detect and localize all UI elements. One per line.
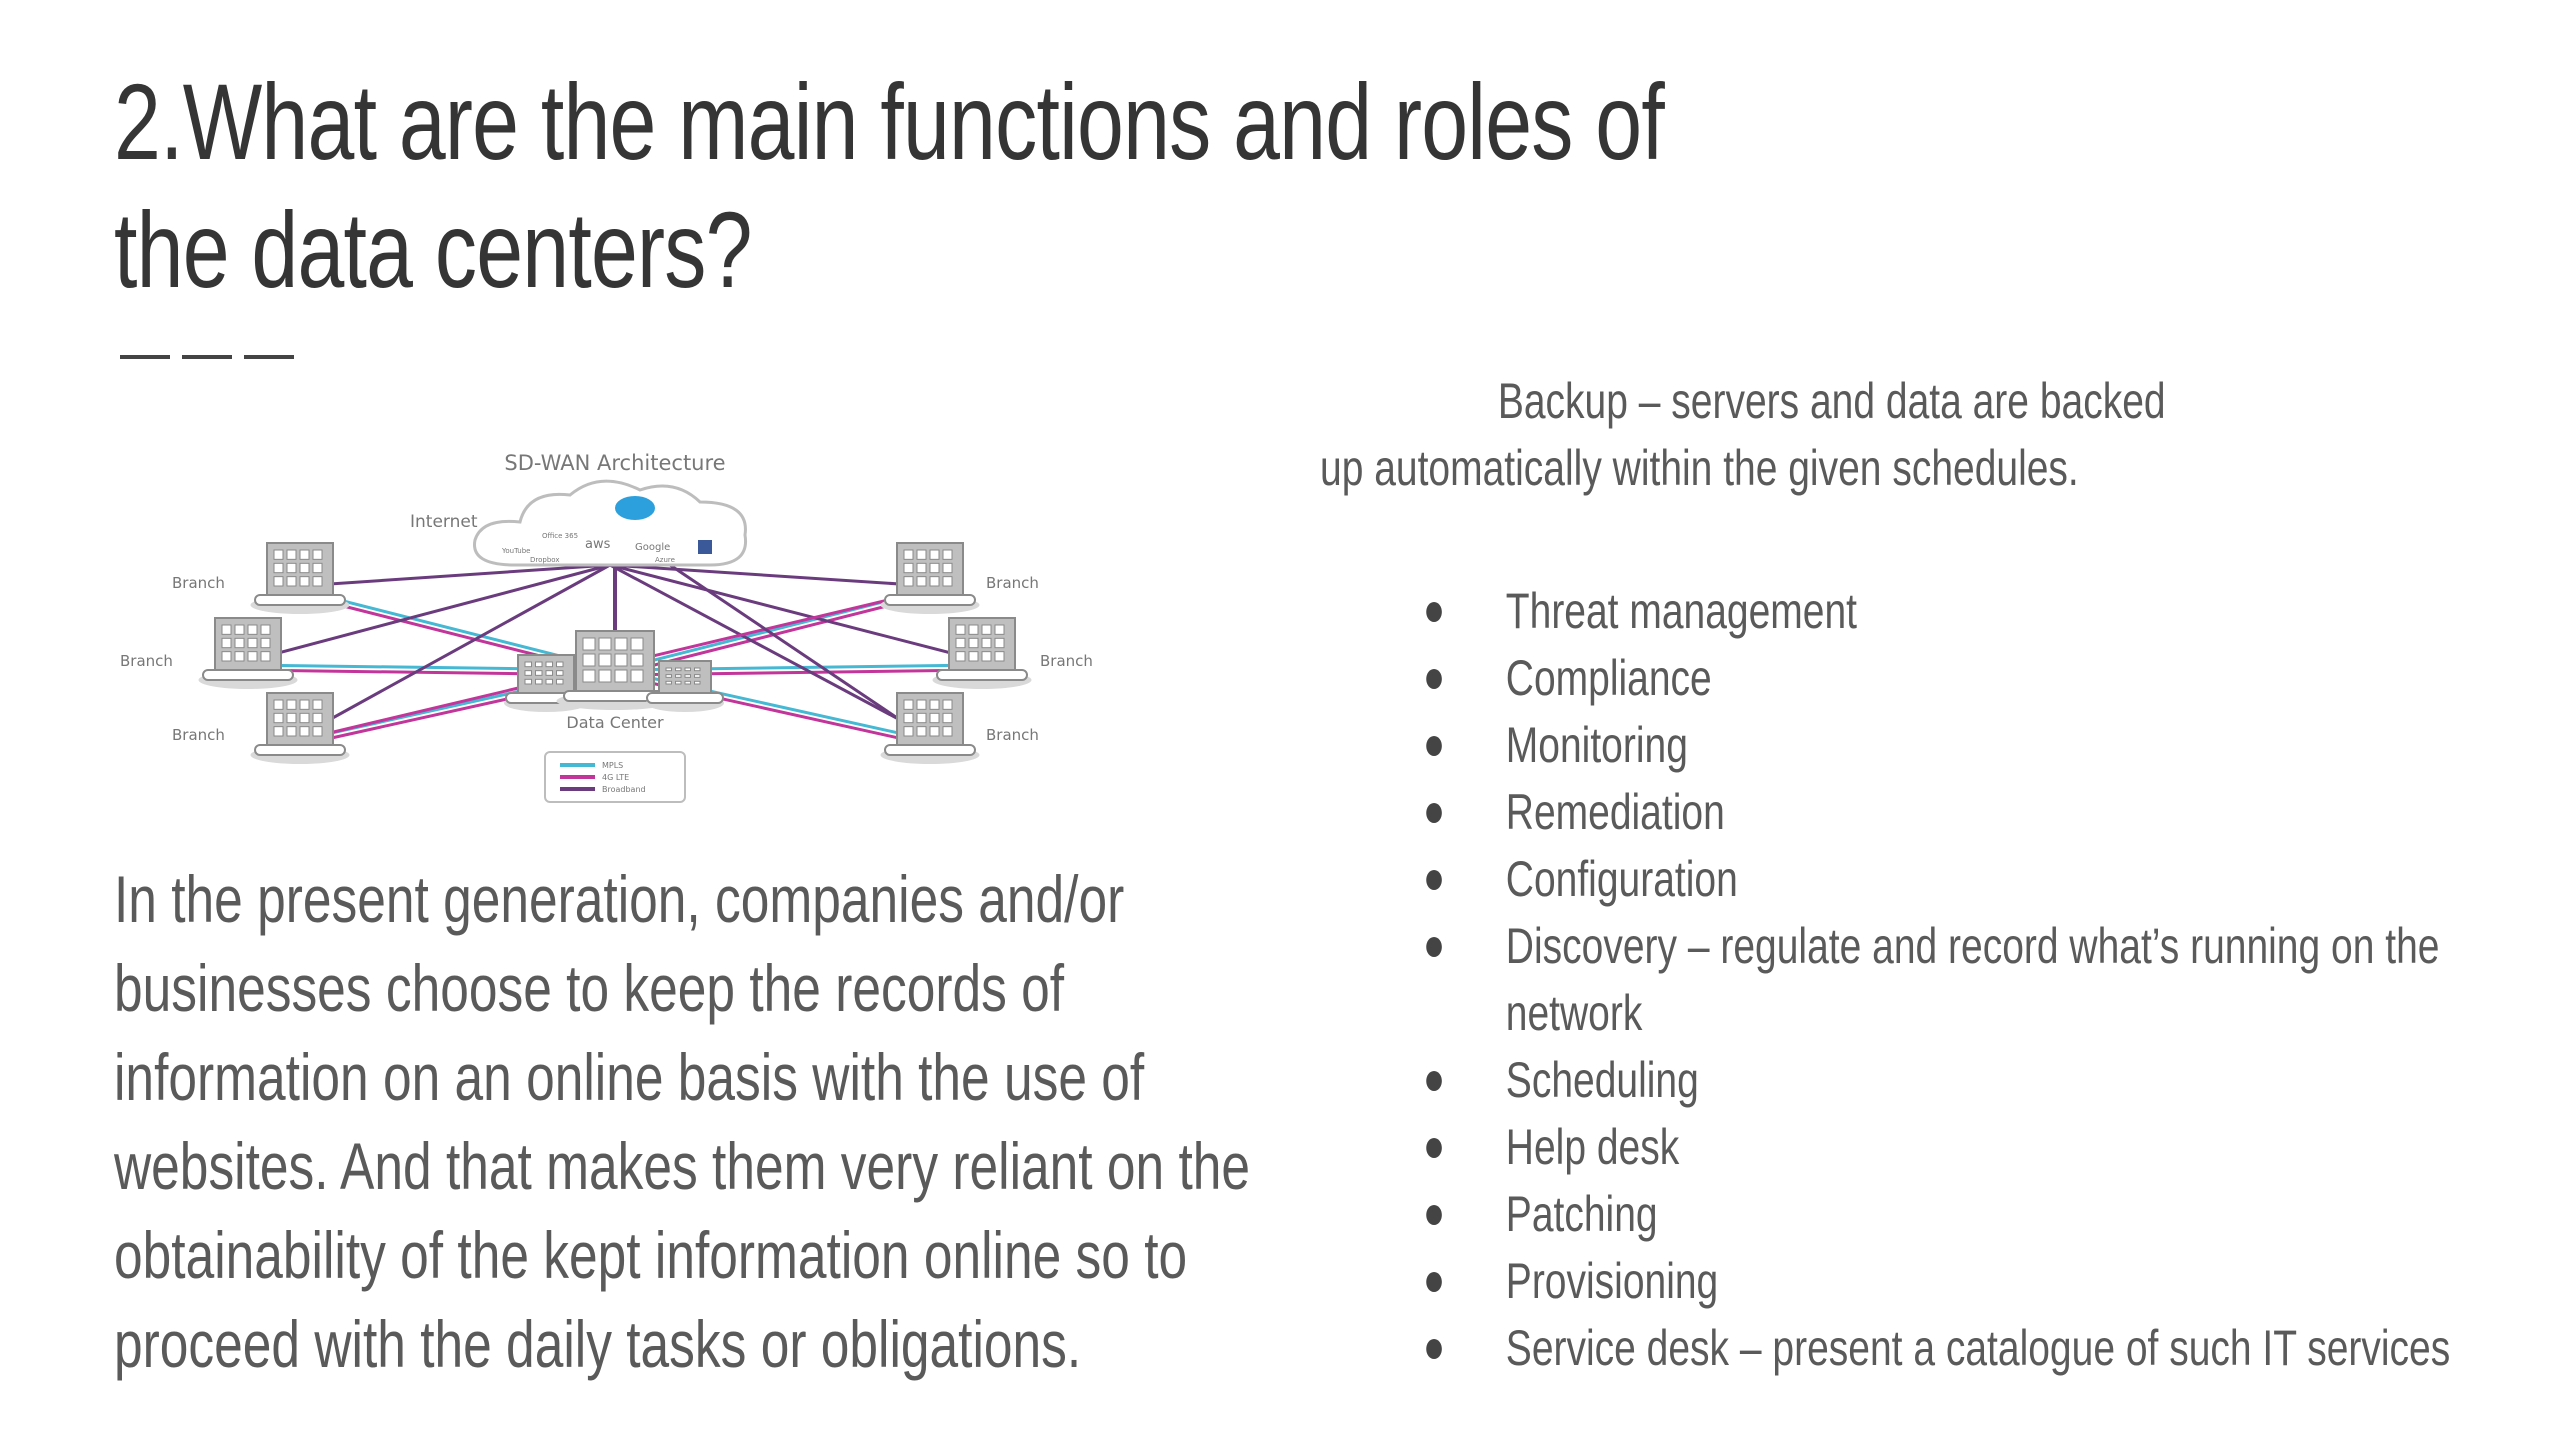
divider-segment: [244, 355, 294, 359]
data-center-label: Data Center: [566, 713, 664, 732]
legend-label: MPLS: [602, 761, 624, 770]
intro-paragraph: In the present generation, companies and/or businesses choose to keep the records of information on an online basis with the use of websites. And that makes them very reliant on the obtainability of the kept information online so to proceed with the daily tasks or obligations.: [114, 862, 1251, 1381]
list-item: [1420, 1248, 2512, 1315]
salesforce-logo: [615, 496, 655, 520]
list-item: [1420, 913, 2512, 1047]
cloud-logo-office365: Office 365: [542, 532, 579, 540]
list-item-text: Remediation: [1505, 784, 1725, 840]
legend-label: Broadband: [602, 785, 646, 794]
sd-wan-diagram: [110, 440, 1120, 820]
bullet-icon: [1426, 1071, 1442, 1091]
title-divider: [120, 355, 294, 359]
list-item: [1420, 846, 2512, 913]
list-item-text: Threat management: [1505, 583, 1857, 639]
bullet-icon: [1426, 870, 1442, 890]
broadband-link: [610, 565, 930, 586]
branch-label: Branch: [986, 574, 1039, 592]
branch-label: Branch: [172, 574, 225, 592]
bullet-icon: [1426, 736, 1442, 756]
list-item: [1420, 779, 2512, 846]
list-item: [1420, 1315, 2512, 1382]
building-icon: [199, 618, 298, 689]
list-item-text: Help desk: [1505, 1119, 1680, 1175]
diagram-legend: [545, 752, 685, 802]
branch-label: Branch: [986, 726, 1039, 744]
backup-description: Backup – servers and data are backed up automatically within the given schedules.: [1320, 373, 2166, 496]
broadband-link: [300, 565, 610, 586]
cloud-logo-google: Google: [635, 542, 671, 553]
bullet-icon: [1426, 803, 1442, 823]
list-item: [1420, 1114, 2512, 1181]
list-item-text: Monitoring: [1505, 717, 1688, 773]
facebook-logo: [698, 540, 712, 554]
legend-label: 4G LTE: [602, 773, 630, 782]
diagram-svg: [110, 440, 1120, 820]
internet-label: Internet: [410, 512, 478, 532]
list-item-text: Service desk – present a catalogue of such IT services: [1505, 1320, 2451, 1376]
bullet-icon: [1426, 1339, 1442, 1359]
page-title: 2.What are the main functions and roles of the data centers?: [114, 61, 1664, 310]
list-item-text: Provisioning: [1505, 1253, 1719, 1309]
list-item: [1420, 578, 2512, 645]
list-item-text: Compliance: [1505, 650, 1712, 706]
cloud-logo-youtube: YouTube: [502, 547, 531, 555]
bullet-icon: [1426, 1272, 1442, 1292]
list-item-text: Discovery – regulate and record what’s running on the network: [1505, 918, 2440, 1041]
cloud-logo-aws: aws: [585, 537, 611, 552]
divider-segment: [120, 355, 170, 359]
divider-segment: [182, 355, 232, 359]
cloud-logo-azure: Azure: [655, 556, 675, 564]
bullet-icon: [1426, 602, 1442, 622]
cloud-logo-dropbox: Dropbox: [530, 556, 560, 564]
bullet-icon: [1426, 1205, 1442, 1225]
branch-label: Branch: [120, 652, 173, 670]
internet-cloud: [475, 481, 746, 565]
list-item: [1420, 1047, 2512, 1114]
list-item-text: Configuration: [1505, 851, 1738, 907]
bullet-icon: [1426, 1138, 1442, 1158]
branch-label: Branch: [1040, 652, 1093, 670]
building-icon: [881, 543, 980, 614]
branch-label: Branch: [172, 726, 225, 744]
bullet-icon: [1426, 937, 1442, 957]
list-item-text: Patching: [1505, 1186, 1658, 1242]
building-icon: [251, 543, 350, 614]
list-item: [1420, 645, 2512, 712]
list-item: [1420, 1181, 2512, 1248]
functions-list: [1420, 578, 2512, 1382]
list-item: [1420, 712, 2512, 779]
building-icon: [251, 693, 350, 764]
bullet-icon: [1426, 669, 1442, 689]
diagram-title: SD-WAN Architecture: [504, 451, 726, 475]
building-icon: [881, 693, 980, 764]
list-item-text: Scheduling: [1505, 1052, 1699, 1108]
